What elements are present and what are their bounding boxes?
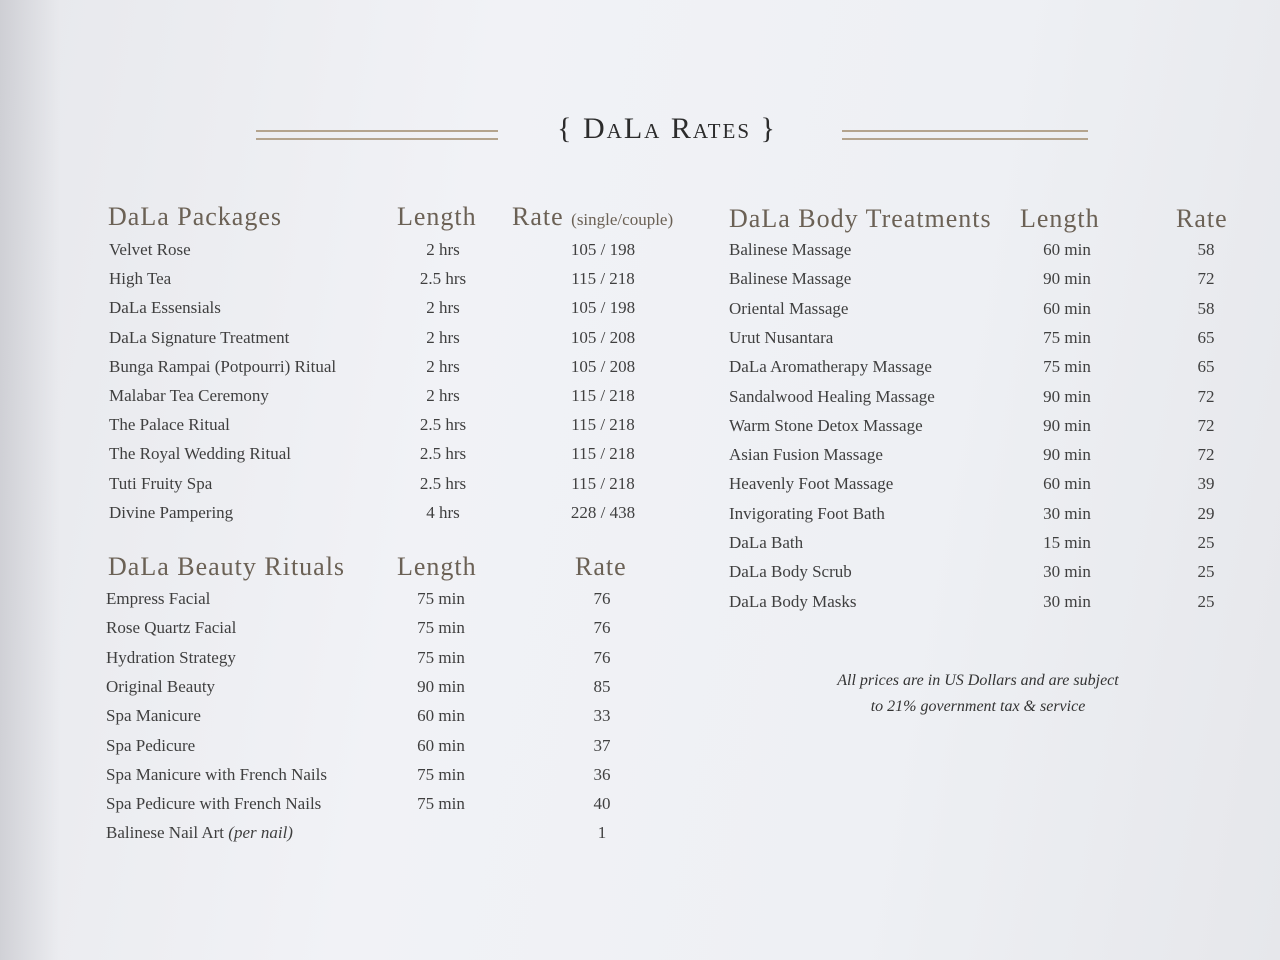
beauty-item-name (106, 794, 321, 814)
body-item-name-text: Balinese Massage (729, 269, 852, 289)
body-item-name (729, 299, 848, 319)
packages-item-length: 2 hrs (426, 356, 460, 376)
body-item-name-text: DaLa Bath (729, 533, 804, 552)
body-row (0, 533, 1280, 562)
beauty-item-length: 75 min (417, 764, 465, 784)
body-item-rate: 65 (1197, 327, 1215, 347)
body-row (0, 240, 1280, 269)
body-item-name (729, 357, 932, 377)
body-item-length: 75 min (1043, 327, 1091, 347)
beauty-item-name-text: Spa Pedicure with French Nails (106, 794, 322, 814)
packages-item-rate: 115 / 218 (571, 415, 635, 435)
packages-item-name-text: Malabar Tea Ceremony (109, 386, 269, 405)
packages-item-name-text: Bunga Rampai (Potpourri) Ritual (109, 356, 337, 376)
beauty-row (0, 765, 1280, 794)
packages-item-rate: 115 / 218 (571, 444, 635, 464)
body-row (0, 562, 1280, 591)
packages-item-name-text: DaLa Essensials (109, 298, 221, 318)
packages-item-rate: 115 / 218 (571, 269, 635, 289)
body-row (0, 357, 1280, 386)
packages-item-name-text: The Royal Wedding Ritual (109, 444, 291, 464)
page-title: { DaLa Rates } (557, 112, 777, 145)
packages-item-length: 2.5 hrs (419, 415, 467, 435)
body-item-rate: 25 (1197, 562, 1215, 582)
packages-rate-note: (single/couple) (571, 210, 674, 229)
beauty-item-length: 75 min (417, 589, 465, 608)
beauty-length-header: Length (397, 552, 477, 581)
beauty-item-name-text: Empress Facial (106, 589, 211, 608)
body-item-length: 90 min (1043, 445, 1091, 465)
beauty-item-length: 75 min (417, 618, 465, 638)
beauty-row (0, 618, 1280, 647)
body-item-length: 75 min (1043, 357, 1091, 377)
packages-item-length: 2.5 hrs (419, 444, 467, 464)
beauty-item-rate: 76 (593, 589, 611, 608)
body-item-length: 60 min (1043, 240, 1091, 259)
beauty-item-name-note: (per nail) (228, 823, 293, 843)
beauty-item-name (106, 706, 201, 726)
body-item-rate: 72 (1197, 415, 1215, 435)
packages-rate-header (512, 202, 673, 232)
body-row (0, 416, 1280, 445)
body-item-length: 60 min (1043, 474, 1091, 494)
body-item-name-text: Asian Fusion Massage (729, 445, 883, 465)
body-item-rate: 25 (1197, 591, 1215, 611)
beauty-rate-header: Rate (575, 552, 627, 581)
beauty-item-name (106, 736, 195, 756)
body-item-name-text: Heavenly Foot Massage (729, 474, 894, 494)
beauty-item-name-text: Original Beauty (106, 676, 216, 696)
beauty-item-name-text: Rose Quartz Facial (106, 618, 237, 638)
beauty-row (0, 736, 1280, 765)
body-item-length: 60 min (1043, 298, 1091, 318)
body-row (0, 328, 1280, 357)
beauty-item-name (106, 765, 327, 785)
body-item-rate: 39 (1197, 474, 1215, 494)
body-item-name-text: Urut Nusantara (729, 327, 834, 347)
beauty-item-name-text: Spa Manicure (106, 706, 201, 726)
body-item-rate: 29 (1197, 503, 1215, 523)
beauty-item-name-text: Balinese Nail Art (106, 823, 225, 843)
body-item-name (729, 445, 883, 465)
beauty-item-name (106, 677, 215, 697)
beauty-item-name (106, 618, 236, 638)
beauty-item-length: 75 min (417, 647, 465, 667)
body-row (0, 592, 1280, 621)
packages-item-rate: 105 / 208 (570, 356, 636, 376)
beauty-item-length: 60 min (417, 706, 465, 726)
body-item-length: 90 min (1043, 415, 1091, 435)
beauty-item-rate: 76 (593, 618, 611, 638)
body-item-rate: 72 (1197, 386, 1215, 406)
price-note-line-1: All prices are in US Dollars and are subject (837, 672, 1119, 689)
body-row (0, 504, 1280, 533)
body-item-name (729, 562, 852, 582)
beauty-item-rate: 40 (593, 794, 611, 814)
beauty-item-name-text: Hydration Strategy (106, 647, 236, 667)
body-item-name (729, 269, 851, 289)
body-item-name (729, 533, 803, 553)
packages-item-rate: 105 / 198 (570, 240, 636, 259)
body-item-name (729, 592, 856, 612)
body-row (0, 445, 1280, 474)
packages-item-rate: 105 / 208 (570, 327, 636, 347)
body-item-length: 30 min (1043, 503, 1091, 523)
packages-heading: DaLa Packages (108, 202, 282, 231)
body-item-name-text: Oriental Massage (729, 298, 849, 318)
body-item-rate: 72 (1197, 445, 1215, 465)
body-item-name (729, 474, 893, 494)
beauty-item-rate: 85 (593, 676, 611, 696)
body-item-name (729, 240, 851, 260)
body-item-name-text: DaLa Aromatherapy Massage (729, 357, 932, 377)
body-item-name (729, 416, 923, 436)
body-row (0, 474, 1280, 503)
beauty-item-name-text: Spa Pedicure (106, 735, 196, 755)
packages-rate-label: Rate (512, 202, 564, 231)
packages-item-name-text: Velvet Rose (109, 240, 191, 259)
body-rate-header: Rate (1176, 204, 1228, 233)
beauty-item-name (106, 823, 293, 843)
body-item-rate: 58 (1197, 298, 1215, 318)
body-item-name-text: Warm Stone Detox Massage (729, 415, 923, 435)
body-item-name (729, 504, 885, 524)
body-row (0, 299, 1280, 328)
body-item-rate: 58 (1197, 240, 1215, 259)
price-note (780, 668, 1176, 720)
body-item-name-text: DaLa Body Scrub (729, 562, 852, 582)
body-item-length: 30 min (1043, 562, 1091, 582)
title-rule-left (256, 130, 498, 140)
beauty-row (0, 823, 1280, 852)
body-item-name-text: DaLa Body Masks (729, 591, 857, 611)
body-item-length: 90 min (1043, 386, 1091, 406)
packages-item-rate: 115 / 218 (571, 473, 635, 493)
price-note-line-2: to 21% government tax & service (870, 698, 1086, 715)
packages-item-length: 2 hrs (426, 327, 460, 347)
beauty-heading: DaLa Beauty Rituals (108, 552, 346, 581)
body-row (0, 387, 1280, 416)
packages-item-rate: 228 / 438 (570, 502, 636, 522)
packages-item-length: 2.5 hrs (419, 473, 467, 493)
packages-item-length: 2 hrs (426, 298, 460, 318)
packages-item-length: 2.5 hrs (419, 269, 467, 289)
body-row (0, 269, 1280, 298)
body-item-name-text: Invigorating Foot Bath (729, 503, 885, 523)
beauty-item-rate: 33 (593, 706, 611, 726)
beauty-item-rate: 76 (593, 647, 611, 667)
packages-item-name-text: High Tea (109, 269, 172, 289)
title-rule-right (842, 130, 1088, 140)
beauty-item-length: 75 min (417, 794, 465, 814)
body-length-header: Length (1020, 204, 1100, 233)
body-item-rate: 25 (1197, 533, 1215, 552)
body-item-name (729, 328, 833, 348)
packages-item-rate: 105 / 198 (570, 298, 636, 318)
beauty-item-length: 60 min (417, 735, 465, 755)
beauty-row (0, 794, 1280, 823)
packages-item-length: 4 hrs (426, 502, 460, 522)
packages-item-rate: 115 / 218 (571, 386, 635, 405)
body-item-name-text: Sandalwood Healing Massage (729, 386, 935, 406)
body-item-rate: 65 (1197, 357, 1215, 377)
packages-item-name-text: The Palace Ritual (109, 415, 230, 435)
beauty-item-name-text: Spa Manicure with French Nails (106, 764, 327, 784)
title-bar (0, 112, 1280, 156)
packages-item-length: 2 hrs (426, 386, 460, 405)
packages-item-name-text: Divine Pampering (109, 502, 234, 522)
body-item-name (729, 387, 935, 407)
body-item-name-text: Balinese Massage (729, 240, 852, 259)
beauty-item-rate: 36 (593, 764, 611, 784)
body-item-length: 90 min (1043, 269, 1091, 289)
packages-item-name-text: Tuti Fruity Spa (109, 473, 213, 493)
body-item-length: 30 min (1043, 591, 1091, 611)
beauty-item-rate: 37 (593, 735, 611, 755)
body-item-length: 15 min (1043, 533, 1091, 552)
packages-item-length: 2 hrs (426, 240, 460, 259)
beauty-item-length: 90 min (417, 676, 465, 696)
body-item-rate: 72 (1197, 269, 1215, 289)
packages-item-name-text: DaLa Signature Treatment (109, 327, 290, 347)
beauty-item-name (106, 648, 236, 668)
packages-length-header: Length (397, 202, 477, 231)
beauty-item-rate: 1 (597, 823, 607, 843)
body-heading: DaLa Body Treatments (729, 204, 992, 233)
